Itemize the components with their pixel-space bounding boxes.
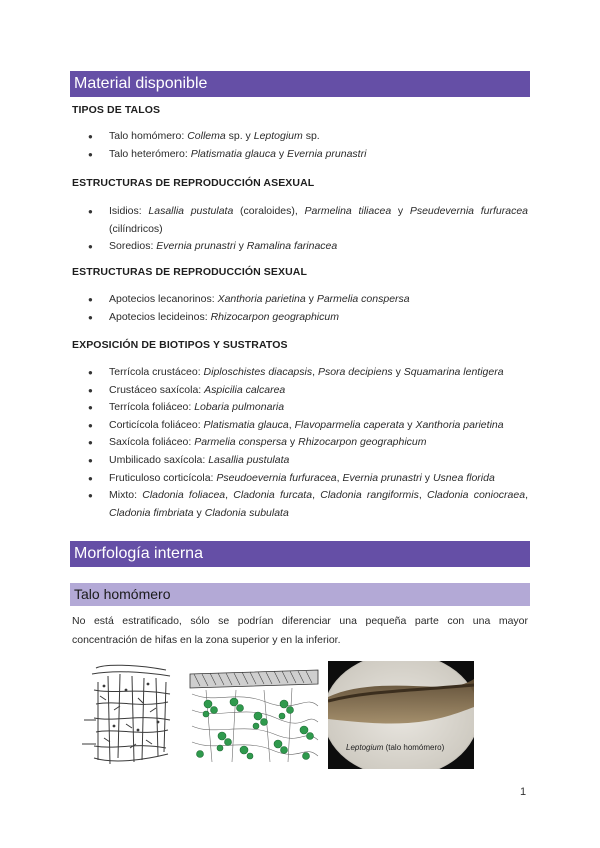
list-item: [72, 470, 528, 488]
species-name: Usnea florida: [432, 471, 495, 484]
list-item: [72, 146, 528, 164]
list-text: Apotecios lecideinos:: [109, 310, 211, 323]
section-heading-material: [70, 71, 530, 97]
list-text: y: [404, 418, 416, 431]
species-name: Xanthoria parietina: [217, 293, 306, 305]
list-text: sp. y: [225, 130, 254, 142]
list-text: (coraloides),: [233, 205, 305, 217]
list-text: ,: [225, 489, 234, 502]
list-item: [72, 399, 528, 417]
species-name: Cladonia subulata: [204, 506, 289, 519]
list-asexual: [72, 203, 528, 256]
species-name: Rhizocarpon geographicum: [298, 436, 427, 449]
species-name: Diploschistes diacapsis: [203, 366, 313, 378]
species-name: Cladonia rangiformis: [320, 489, 419, 502]
photo-caption: [346, 743, 444, 752]
species-name: Parmelia conspersa: [194, 436, 288, 449]
list-text: y: [193, 506, 205, 519]
list-biotipos: [72, 364, 528, 522]
diagram-homomero-gonidia: [186, 664, 322, 768]
list-text: y: [305, 293, 317, 305]
list-text: ,: [312, 366, 318, 378]
list-text: Terrícola foliáceo:: [109, 401, 195, 414]
list-item: [72, 203, 528, 238]
list-text: (cilíndricos): [109, 222, 163, 235]
list-item: [72, 487, 528, 522]
species-name: Squamarina lentigera: [403, 366, 504, 378]
species-name: Rhizocarpon geographicum: [210, 310, 339, 323]
list-text: Saxícola foliáceo:: [109, 436, 195, 449]
species-name: Xanthoria parietina: [415, 418, 504, 431]
group-heading-tipos: TIPOS DE TALOS: [72, 104, 161, 116]
list-item: [72, 364, 528, 382]
species-name: Parmelina tiliacea: [304, 205, 392, 217]
list-text: y: [421, 471, 433, 484]
species-name: Leptogium: [253, 130, 303, 142]
list-text: Corticícola foliáceo:: [109, 418, 204, 431]
list-text: Fruticuloso corticícola:: [109, 471, 217, 484]
species-name: Cladonia coniocraea: [427, 489, 526, 502]
list-item: [72, 238, 528, 256]
section-title: Morfología interna: [74, 545, 203, 562]
species-name: Cladonia foliacea: [142, 489, 226, 502]
photo-leptogium-micrograph: [328, 661, 474, 769]
list-text: Crustáceo saxícola:: [109, 383, 205, 396]
drawing-homomero-hyphae: [74, 660, 176, 768]
micrograph-illustration: [328, 661, 474, 769]
section-title: Material disponible: [74, 75, 208, 92]
list-text: ,: [418, 489, 428, 502]
page-number: 1: [520, 786, 527, 798]
list-item: [72, 382, 528, 400]
list-text: Apotecios lecanorinos:: [109, 293, 218, 305]
list-text: Talo homómero:: [109, 130, 188, 142]
species-name: Evernia prunastri: [156, 240, 236, 253]
species-name: Lasallia pustulata: [148, 205, 234, 217]
species-name: Aspicilia calcarea: [204, 383, 286, 396]
species-name: Pseudevernia furfuracea: [409, 205, 528, 217]
paragraph-talo-homomero: No está estratificado, sólo se podrían diferenciar una pequeña parte con una mayor concentración de hifas en la zona superior y en la inferior.: [72, 615, 528, 646]
list-item: [72, 452, 528, 470]
species-name: Lasallia pustulata: [208, 453, 290, 466]
list-text: ,: [288, 418, 295, 431]
photo-caption-genus: Leptogium: [346, 743, 384, 752]
photo-caption-rest: (talo homómero): [383, 743, 445, 752]
section-heading-morfologia: [70, 541, 530, 567]
list-text: y: [287, 436, 299, 449]
group-heading-biotipos: EXPOSICIÓN DE BIOTIPOS Y SUSTRATOS: [72, 339, 288, 351]
species-name: Cladonia fimbriata: [109, 506, 194, 519]
species-name: Flavoparmelia caperata: [294, 418, 405, 431]
list-text: y: [392, 366, 404, 378]
list-text: Terrícola crustáceo:: [109, 366, 204, 378]
list-text: Umbilicado saxícola:: [109, 453, 209, 466]
list-text: ,: [336, 471, 343, 484]
list-text: Talo heterómero:: [109, 147, 191, 160]
species-name: Pseudoevernia furfuracea: [216, 471, 337, 484]
list-text: y: [275, 147, 288, 160]
species-name: Evernia prunastri: [342, 471, 422, 484]
subsection-heading-talo-homomero: [70, 583, 530, 606]
list-item: [72, 309, 528, 327]
list-text: ,: [312, 489, 321, 502]
list-sexual: [72, 291, 528, 326]
list-text: Mixto:: [109, 489, 143, 502]
list-item: [72, 417, 528, 435]
species-name: Parmelia conspersa: [316, 293, 410, 305]
subsection-title: Talo homómero: [74, 586, 171, 602]
species-name: Collema: [187, 130, 226, 142]
species-name: Platismatia glauca: [203, 418, 289, 431]
list-text: Isidios:: [109, 205, 149, 217]
list-text: y: [391, 205, 410, 217]
list-text: y: [235, 240, 247, 253]
list-tipos: [72, 128, 528, 163]
species-name: Evernia prunastri: [287, 147, 367, 160]
list-text: Soredios:: [109, 240, 157, 253]
list-item: [72, 434, 528, 452]
group-heading-asexual: ESTRUCTURAS DE REPRODUCCIÓN ASEXUAL: [72, 177, 315, 189]
species-name: Platismatia glauca: [190, 147, 276, 160]
group-heading-sexual: ESTRUCTURAS DE REPRODUCCIÓN SEXUAL: [72, 266, 307, 278]
list-item: [72, 128, 528, 146]
species-name: Cladonia furcata: [233, 489, 313, 502]
species-name: Psora decipiens: [317, 366, 393, 378]
list-text: sp.: [302, 130, 320, 142]
species-name: Lobaria pulmonaria: [194, 401, 285, 414]
list-text: ,: [525, 489, 528, 502]
species-name: Ramalina farinacea: [246, 240, 338, 253]
list-item: [72, 291, 528, 309]
